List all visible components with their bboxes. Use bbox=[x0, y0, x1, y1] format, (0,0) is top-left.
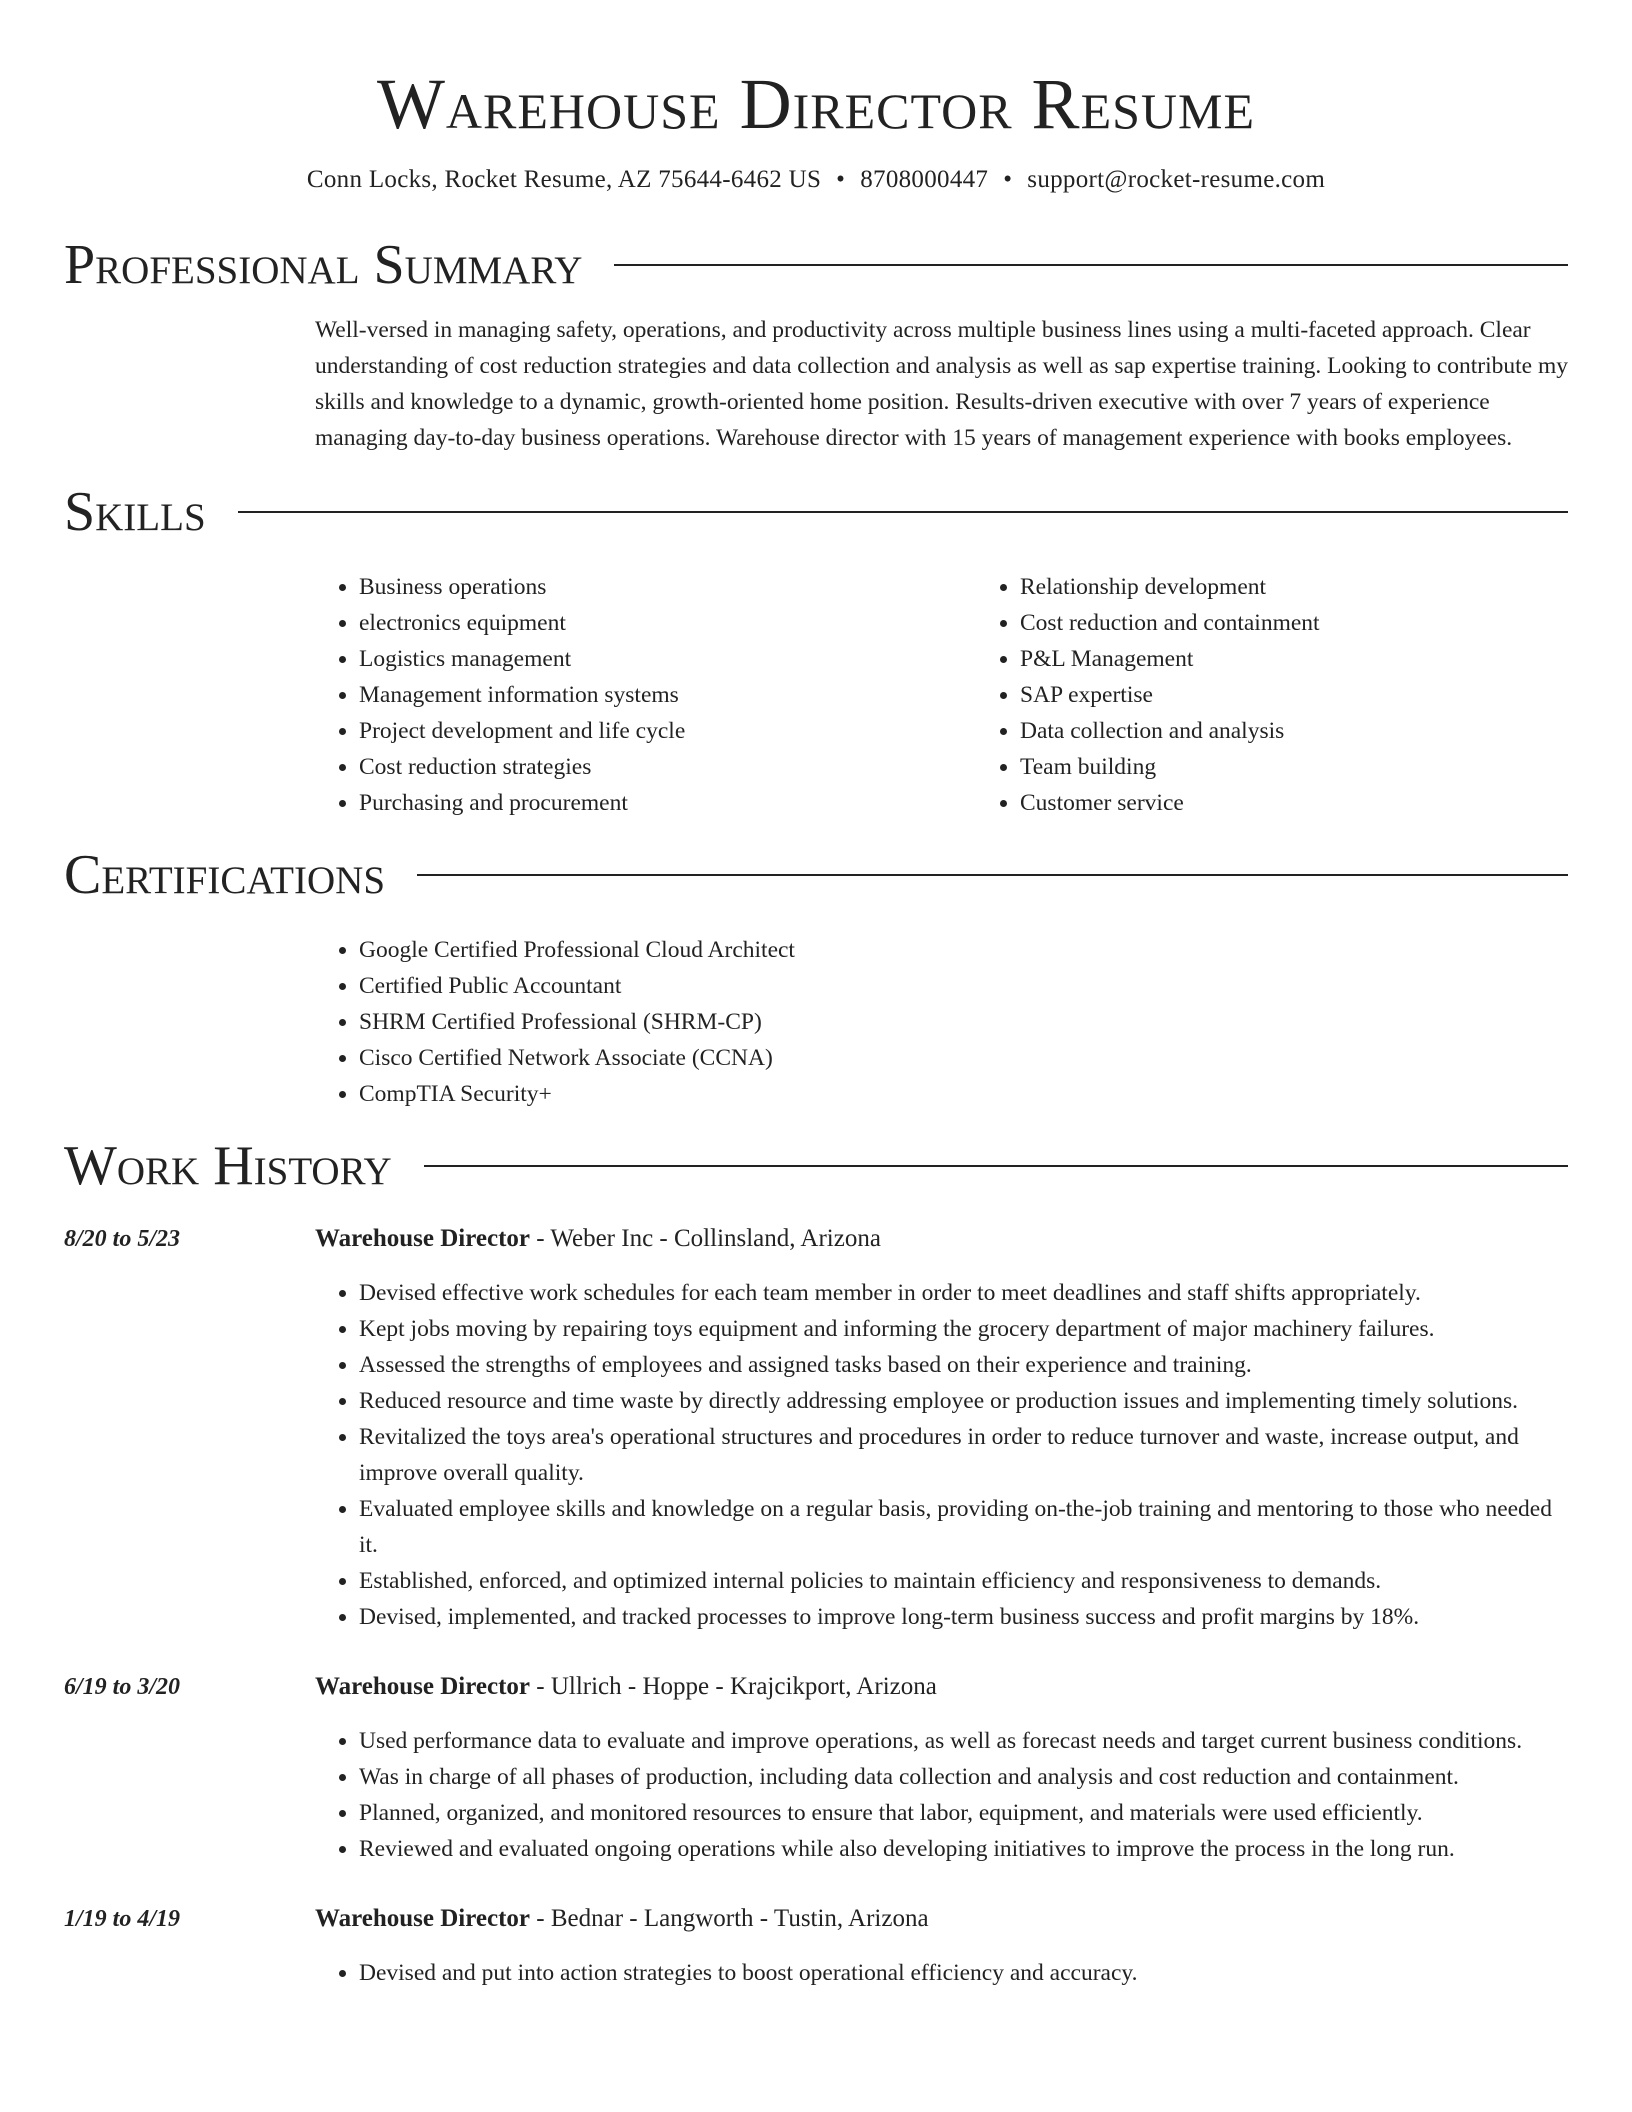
certifications-list bbox=[315, 932, 1568, 1112]
job-dates: 8/20 to 5/23 bbox=[64, 1226, 181, 1252]
section-divider bbox=[614, 264, 1568, 266]
page-title: Warehouse Director Resume bbox=[376, 64, 1256, 144]
list-item: • Evaluated employee skills and knowledge on a regular basis, providing on-the-job training and mentoring to those who needed it. bbox=[359, 1491, 1568, 1563]
list-item: • Devised and put into action strategies to boost operational efficiency and accuracy. bbox=[359, 1955, 1568, 1991]
contact-separator: • bbox=[1003, 166, 1013, 193]
certifications-block bbox=[315, 932, 1568, 1112]
list-item: • Certified Public Accountant bbox=[359, 968, 1568, 1004]
skills-list-right bbox=[976, 569, 1632, 821]
job-title: Warehouse Director bbox=[315, 1905, 531, 1932]
list-item: • electronics equipment bbox=[359, 605, 976, 641]
section-title-work-history: Work History bbox=[64, 1135, 392, 1197]
list-item: • SAP expertise bbox=[1020, 677, 1632, 713]
list-item: • Team building bbox=[1020, 749, 1632, 785]
list-item: • Relationship development bbox=[1020, 569, 1632, 605]
job-content bbox=[315, 1669, 1568, 1867]
contact-phone: 8708000447 bbox=[860, 166, 989, 193]
list-item: • Management information systems bbox=[359, 677, 976, 713]
job-headline bbox=[315, 1669, 1568, 1705]
list-item: • Devised effective work schedules for each team member in order to meet deadlines and staff shifts appropriately. bbox=[359, 1275, 1568, 1311]
list-item: • Customer service bbox=[1020, 785, 1632, 821]
list-item: • P&L Management bbox=[1020, 641, 1632, 677]
job-bullets bbox=[315, 1723, 1568, 1867]
list-item: • Was in charge of all phases of production, including data collection and analysis and cost reduction and containment. bbox=[359, 1759, 1568, 1795]
list-item: • Devised, implemented, and tracked processes to improve long-term business success and profit margins by 18%. bbox=[359, 1599, 1568, 1635]
list-item: • Google Certified Professional Cloud Architect bbox=[359, 932, 1568, 968]
contact-separator: • bbox=[836, 166, 846, 193]
section-title-skills: Skills bbox=[64, 481, 206, 543]
job-bullets bbox=[315, 1955, 1568, 1991]
list-item: • Established, enforced, and optimized internal policies to maintain efficiency and responsiveness to demands. bbox=[359, 1563, 1568, 1599]
list-item: • Cisco Certified Network Associate (CCNA) bbox=[359, 1040, 1568, 1076]
job-headline bbox=[315, 1901, 1568, 1937]
job-content bbox=[315, 1901, 1568, 1991]
job-dates: 6/19 to 3/20 bbox=[64, 1674, 181, 1700]
section-divider bbox=[424, 1165, 1568, 1167]
section-divider bbox=[417, 874, 1568, 876]
list-item: • Reviewed and evaluated ongoing operations while also developing initiatives to improve the process in the long run. bbox=[359, 1831, 1568, 1867]
job-company: - Bednar - Langworth - Tustin, Arizona bbox=[530, 1905, 929, 1932]
section-header-work-history bbox=[64, 1134, 1568, 1198]
section-header-summary bbox=[64, 233, 1568, 297]
section-header-skills bbox=[64, 480, 1568, 544]
job-dates: 1/19 to 4/19 bbox=[64, 1906, 181, 1932]
list-item: • Business operations bbox=[359, 569, 976, 605]
skills-grid bbox=[315, 569, 1568, 821]
job-headline bbox=[315, 1221, 1568, 1257]
job-company: - Weber Inc - Collinsland, Arizona bbox=[530, 1225, 881, 1252]
list-item: • Reduced resource and time waste by directly addressing employee or production issues and implementing timely solutions. bbox=[359, 1383, 1568, 1419]
list-item: • Logistics management bbox=[359, 641, 976, 677]
job-content bbox=[315, 1221, 1568, 1635]
list-item: • Revitalized the toys area's operational structures and procedures in order to reduce turnover and waste, increase output, and improve overall quality. bbox=[359, 1419, 1568, 1491]
list-item: • Kept jobs moving by repairing toys equipment and informing the grocery department of major machinery failures. bbox=[359, 1311, 1568, 1347]
section-title-summary: Professional Summary bbox=[64, 234, 583, 296]
list-item: • CompTIA Security+ bbox=[359, 1076, 1568, 1112]
job-title: Warehouse Director bbox=[315, 1225, 531, 1252]
list-item: • Assessed the strengths of employees and assigned tasks based on their experience and training. bbox=[359, 1347, 1568, 1383]
list-item: • Project development and life cycle bbox=[359, 713, 976, 749]
list-item: • Used performance data to evaluate and improve operations, as well as forecast needs and target current business conditions. bbox=[359, 1723, 1568, 1759]
section-header-certifications bbox=[64, 843, 1568, 907]
job-bullets bbox=[315, 1275, 1568, 1635]
job-entry bbox=[64, 1901, 1568, 1991]
contact-address: Conn Locks, Rocket Resume, AZ 75644-6462 US bbox=[306, 166, 822, 193]
list-item: • Cost reduction strategies bbox=[359, 749, 976, 785]
list-item: • Purchasing and procurement bbox=[359, 785, 976, 821]
list-item: • Planned, organized, and monitored resources to ensure that labor, equipment, and materials were used efficiently. bbox=[359, 1795, 1568, 1831]
section-title-certifications: Certifications bbox=[64, 844, 386, 906]
skills-list-left bbox=[315, 569, 976, 821]
job-entry bbox=[64, 1669, 1568, 1867]
contact-line bbox=[0, 166, 1632, 194]
job-title: Warehouse Director bbox=[315, 1673, 531, 1700]
job-entry bbox=[64, 1221, 1568, 1635]
summary-text: Well-versed in managing safety, operations, and productivity across multiple business lines using a multi-faceted approach. Clear understanding of cost reduction strategies and data collection and analysis as well as sap expertise training. Looking to contribute my skills and knowledge to a dynamic, growth-oriented home position. Results-driven executive with over 7 years of experience managing day-to-day business operations. Warehouse director with 15 years of management experience with books employees. bbox=[315, 317, 1568, 451]
list-item: • Cost reduction and containment bbox=[1020, 605, 1632, 641]
list-item: • SHRM Certified Professional (SHRM-CP) bbox=[359, 1004, 1568, 1040]
job-company: - Ullrich - Hoppe - Krajcikport, Arizona bbox=[530, 1673, 937, 1700]
section-divider bbox=[238, 511, 1568, 513]
contact-email: support@rocket-resume.com bbox=[1027, 166, 1326, 193]
list-item: • Data collection and analysis bbox=[1020, 713, 1632, 749]
